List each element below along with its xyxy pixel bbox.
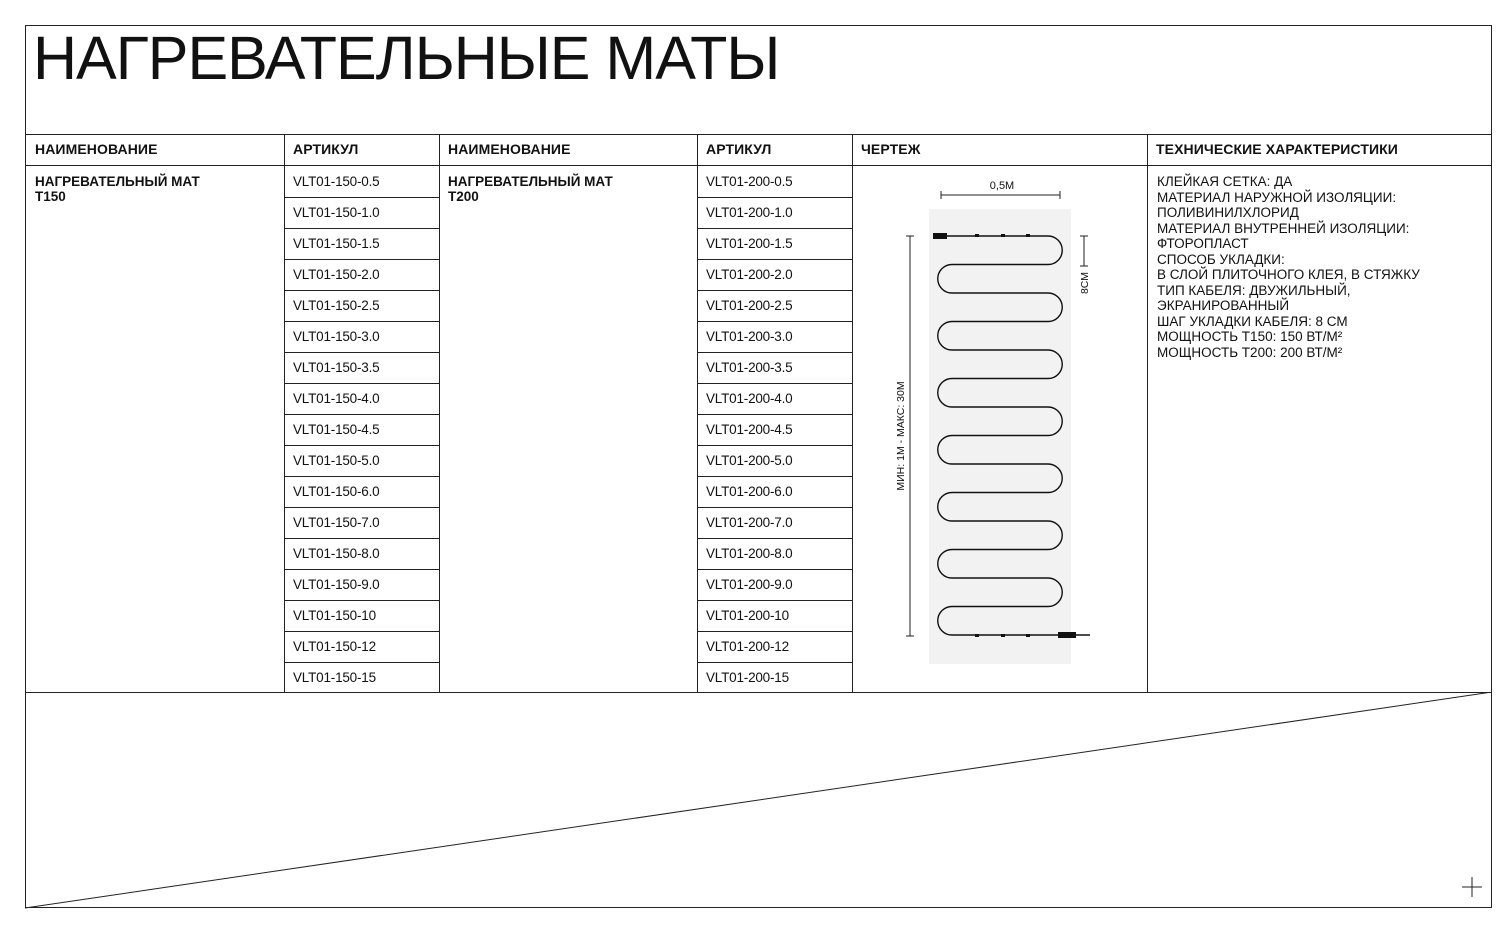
row-divider <box>284 259 439 260</box>
sku-cell: VLT01-150-2.5 <box>293 298 380 313</box>
spec-line: СПОСОБ УКЛАДКИ: <box>1157 251 1285 267</box>
spec-line: МОЩНОСТЬ Т200: 200 ВТ/М² <box>1157 344 1343 360</box>
row-divider <box>697 197 852 198</box>
sku-cell: VLT01-200-4.0 <box>706 391 793 406</box>
row-divider <box>284 662 439 663</box>
header-sku-1: АРТИКУЛ <box>293 141 359 157</box>
sku-cell: VLT01-200-3.0 <box>706 329 793 344</box>
sku-cell: VLT01-150-0.5 <box>293 174 380 189</box>
sku-cell: VLT01-150-3.5 <box>293 360 380 375</box>
row-divider <box>697 600 852 601</box>
cable-marker <box>1026 634 1030 637</box>
row-divider <box>284 321 439 322</box>
row-divider <box>697 569 852 570</box>
row-divider <box>697 476 852 477</box>
sku-cell: VLT01-150-12 <box>293 639 376 654</box>
width-label: 0,5М <box>989 180 1015 192</box>
sku-cell: VLT01-150-6.0 <box>293 484 380 499</box>
row-divider <box>284 445 439 446</box>
diagonal-panel <box>25 692 1492 910</box>
sku-cell: VLT01-150-3.0 <box>293 329 380 344</box>
sku-cell: VLT01-200-1.0 <box>706 205 793 220</box>
cable-marker <box>975 234 979 237</box>
row-divider <box>284 290 439 291</box>
row-divider <box>284 352 439 353</box>
step-label: 8СМ <box>1079 271 1091 295</box>
row-divider <box>697 383 852 384</box>
sku-cell: VLT01-150-5.0 <box>293 453 380 468</box>
sku-cell: VLT01-200-7.0 <box>706 515 793 530</box>
sku-cell: VLT01-150-8.0 <box>293 546 380 561</box>
spec-line: ТИП КАБЕЛЯ: ДВУЖИЛЬНЫЙ, <box>1157 282 1351 298</box>
sku-cell: VLT01-150-1.5 <box>293 236 380 251</box>
product-name-line: НАГРЕВАТЕЛЬНЫЙ МАТ <box>35 174 200 189</box>
header-sku-2: АРТИКУЛ <box>706 141 772 157</box>
spec-line: КЛЕЙКАЯ СЕТКА: ДА <box>1157 174 1293 189</box>
sku-cell: VLT01-200-3.5 <box>706 360 793 375</box>
cable-marker <box>1026 234 1030 237</box>
page-title: НАГРЕВАТЕЛЬНЫЕ МАТЫ <box>33 24 780 92</box>
spec-line: МАТЕРИАЛ ВНУТРЕННЕЙ ИЗОЛЯЦИИ: <box>1157 220 1410 236</box>
mat-drawing <box>853 166 1147 692</box>
spec-line: В СЛОЙ ПЛИТОЧНОГО КЛЕЯ, В СТЯЖКУ <box>1157 267 1420 282</box>
row-divider <box>697 228 852 229</box>
row-divider <box>697 662 852 663</box>
sku-cell: VLT01-200-12 <box>706 639 789 654</box>
row-divider <box>284 476 439 477</box>
header-name-1: НАИМЕНОВАНИЕ <box>35 141 158 157</box>
header-bottom-border <box>25 165 1492 166</box>
product-name-line: НАГРЕВАТЕЛЬНЫЙ МАТ <box>448 174 613 189</box>
row-divider <box>697 321 852 322</box>
row-divider <box>697 538 852 539</box>
row-divider <box>284 197 439 198</box>
length-label: МИН: 1М - МАКС: 30М <box>895 381 907 491</box>
column-divider <box>1147 134 1148 692</box>
spec-line: ШАГ УКЛАДКИ КАБЕЛЯ: 8 СМ <box>1157 313 1348 329</box>
sku-cell: VLT01-200-2.0 <box>706 267 793 282</box>
cable-marker <box>1001 634 1005 637</box>
sku-cell: VLT01-150-9.0 <box>293 577 380 592</box>
row-divider <box>284 600 439 601</box>
spec-line: ПОЛИВИНИЛХЛОРИД <box>1157 205 1299 220</box>
cable-end-connector <box>1058 632 1076 638</box>
sku-cell: VLT01-150-15 <box>293 670 376 685</box>
product-name-t200 <box>448 174 658 204</box>
cable-marker <box>1001 234 1005 237</box>
mat-background <box>929 209 1071 664</box>
sku-cell: VLT01-200-6.0 <box>706 484 793 499</box>
row-divider <box>697 445 852 446</box>
product-name-line: Т200 <box>448 189 479 204</box>
sku-cell: VLT01-200-9.0 <box>706 577 793 592</box>
spec-line: ЭКРАНИРОВАННЫЙ <box>1157 298 1290 313</box>
row-divider <box>697 631 852 632</box>
header-specs: ТЕХНИЧЕСКИЕ ХАРАКТЕРИСТИКИ <box>1156 141 1398 157</box>
sku-cell: VLT01-200-1.5 <box>706 236 793 251</box>
column-divider <box>697 134 698 692</box>
cable-marker <box>975 634 979 637</box>
row-divider <box>697 507 852 508</box>
spec-line: ФТОРОПЛАСТ <box>1157 236 1249 251</box>
row-divider <box>284 507 439 508</box>
column-divider <box>439 134 440 692</box>
sku-cell: VLT01-200-10 <box>706 608 789 623</box>
diagonal-line <box>25 692 1492 908</box>
spec-line: МОЩНОСТЬ Т150: 150 ВТ/М² <box>1157 329 1343 344</box>
row-divider <box>284 228 439 229</box>
sku-cell: VLT01-200-15 <box>706 670 789 685</box>
row-divider <box>284 383 439 384</box>
column-divider <box>284 134 285 692</box>
sku-cell: VLT01-150-4.5 <box>293 422 380 437</box>
header-name-2: НАИМЕНОВАНИЕ <box>448 141 571 157</box>
product-name-t150 <box>35 174 245 204</box>
sku-cell: VLT01-200-4.5 <box>706 422 793 437</box>
sku-cell: VLT01-150-2.0 <box>293 267 380 282</box>
spec-line: МАТЕРИАЛ НАРУЖНОЙ ИЗОЛЯЦИИ: <box>1157 189 1397 205</box>
sku-cell: VLT01-150-10 <box>293 608 376 623</box>
row-divider <box>697 259 852 260</box>
row-divider <box>697 414 852 415</box>
row-divider <box>284 414 439 415</box>
cable-start-connector <box>933 233 947 239</box>
row-divider <box>697 290 852 291</box>
sku-cell: VLT01-200-8.0 <box>706 546 793 561</box>
sku-cell: VLT01-150-1.0 <box>293 205 380 220</box>
table-top-border <box>25 134 1492 135</box>
product-name-line: Т150 <box>35 189 66 204</box>
plus-icon <box>1461 876 1483 898</box>
technical-specs <box>1157 174 1487 360</box>
row-divider <box>697 352 852 353</box>
sku-cell: VLT01-150-7.0 <box>293 515 380 530</box>
row-divider <box>284 538 439 539</box>
row-divider <box>284 631 439 632</box>
header-drawing: ЧЕРТЕЖ <box>861 141 921 157</box>
row-divider <box>284 569 439 570</box>
sku-cell: VLT01-200-0.5 <box>706 174 793 189</box>
sku-cell: VLT01-200-5.0 <box>706 453 793 468</box>
sku-cell: VLT01-150-4.0 <box>293 391 380 406</box>
sku-cell: VLT01-200-2.5 <box>706 298 793 313</box>
